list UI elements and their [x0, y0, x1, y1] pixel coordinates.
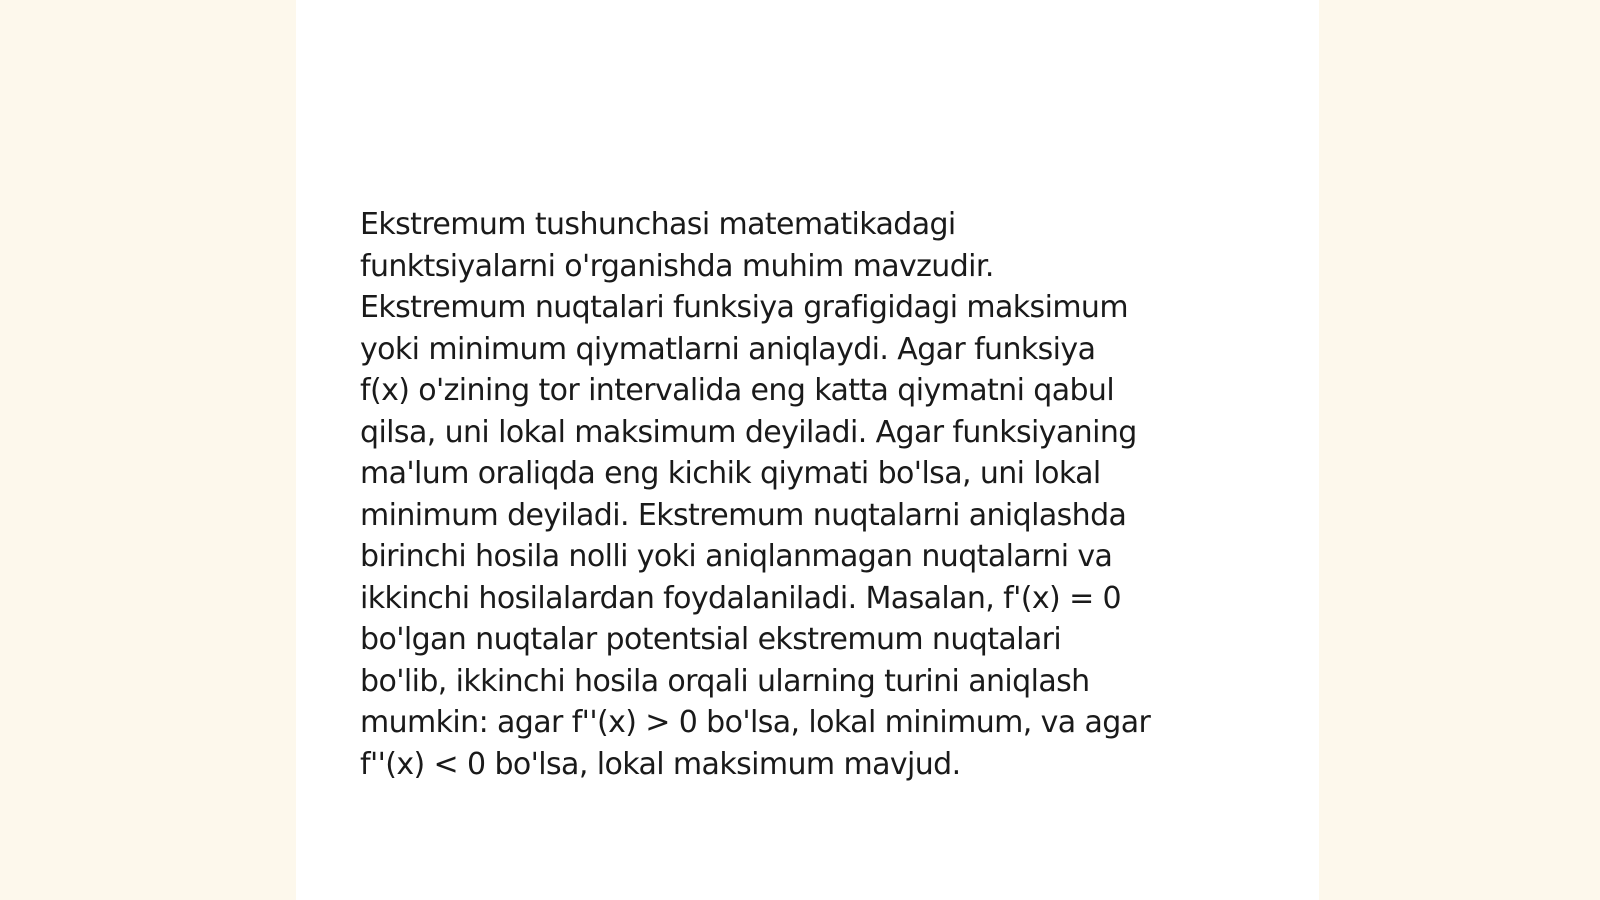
document-page [296, 0, 1319, 900]
paragraph-line: bo'lib, ikkinchi hosila orqali ularning turini aniqlash [360, 663, 1090, 699]
paragraph-line: funktsiyalarni o'rganishda muhim mavzudir. [360, 248, 994, 284]
paragraph-line: ikkinchi hosilalardan foydalaniladi. Masalan, f'(x) = 0 [360, 580, 1122, 616]
paragraph-line: f''(x) < 0 bo'lsa, lokal maksimum mavjud. [360, 746, 961, 782]
paragraph-line: ma'lum oraliqda eng kichik qiymati bo'lsa, uni lokal [360, 456, 1101, 491]
paragraph-line: mumkin: agar f''(x) > 0 bo'lsa, lokal minimum, va agar [360, 705, 1151, 740]
body-paragraph [360, 204, 1260, 785]
paragraph-line: bo'lgan nuqtalar potentsial ekstremum nuqtalari [360, 622, 1062, 657]
paragraph-line: birinchi hosila nolli yoki aniqlanmagan nuqtalarni va [360, 539, 1113, 574]
paragraph-line: yoki minimum qiymatlarni aniqlaydi. Agar funksiya [360, 331, 1096, 367]
paragraph-line: qilsa, uni lokal maksimum deyiladi. Agar funksiyaning [360, 414, 1137, 450]
paragraph-line: f(x) o'zining tor intervalida eng katta qiymatni qabul [360, 373, 1115, 408]
paragraph-line: Ekstremum tushunchasi matematikadagi [360, 207, 956, 242]
paragraph-line: minimum deyiladi. Ekstremum nuqtalarni aniqlashda [360, 497, 1127, 533]
paragraph-line: Ekstremum nuqtalari funksiya grafigidagi maksimum [360, 290, 1128, 325]
